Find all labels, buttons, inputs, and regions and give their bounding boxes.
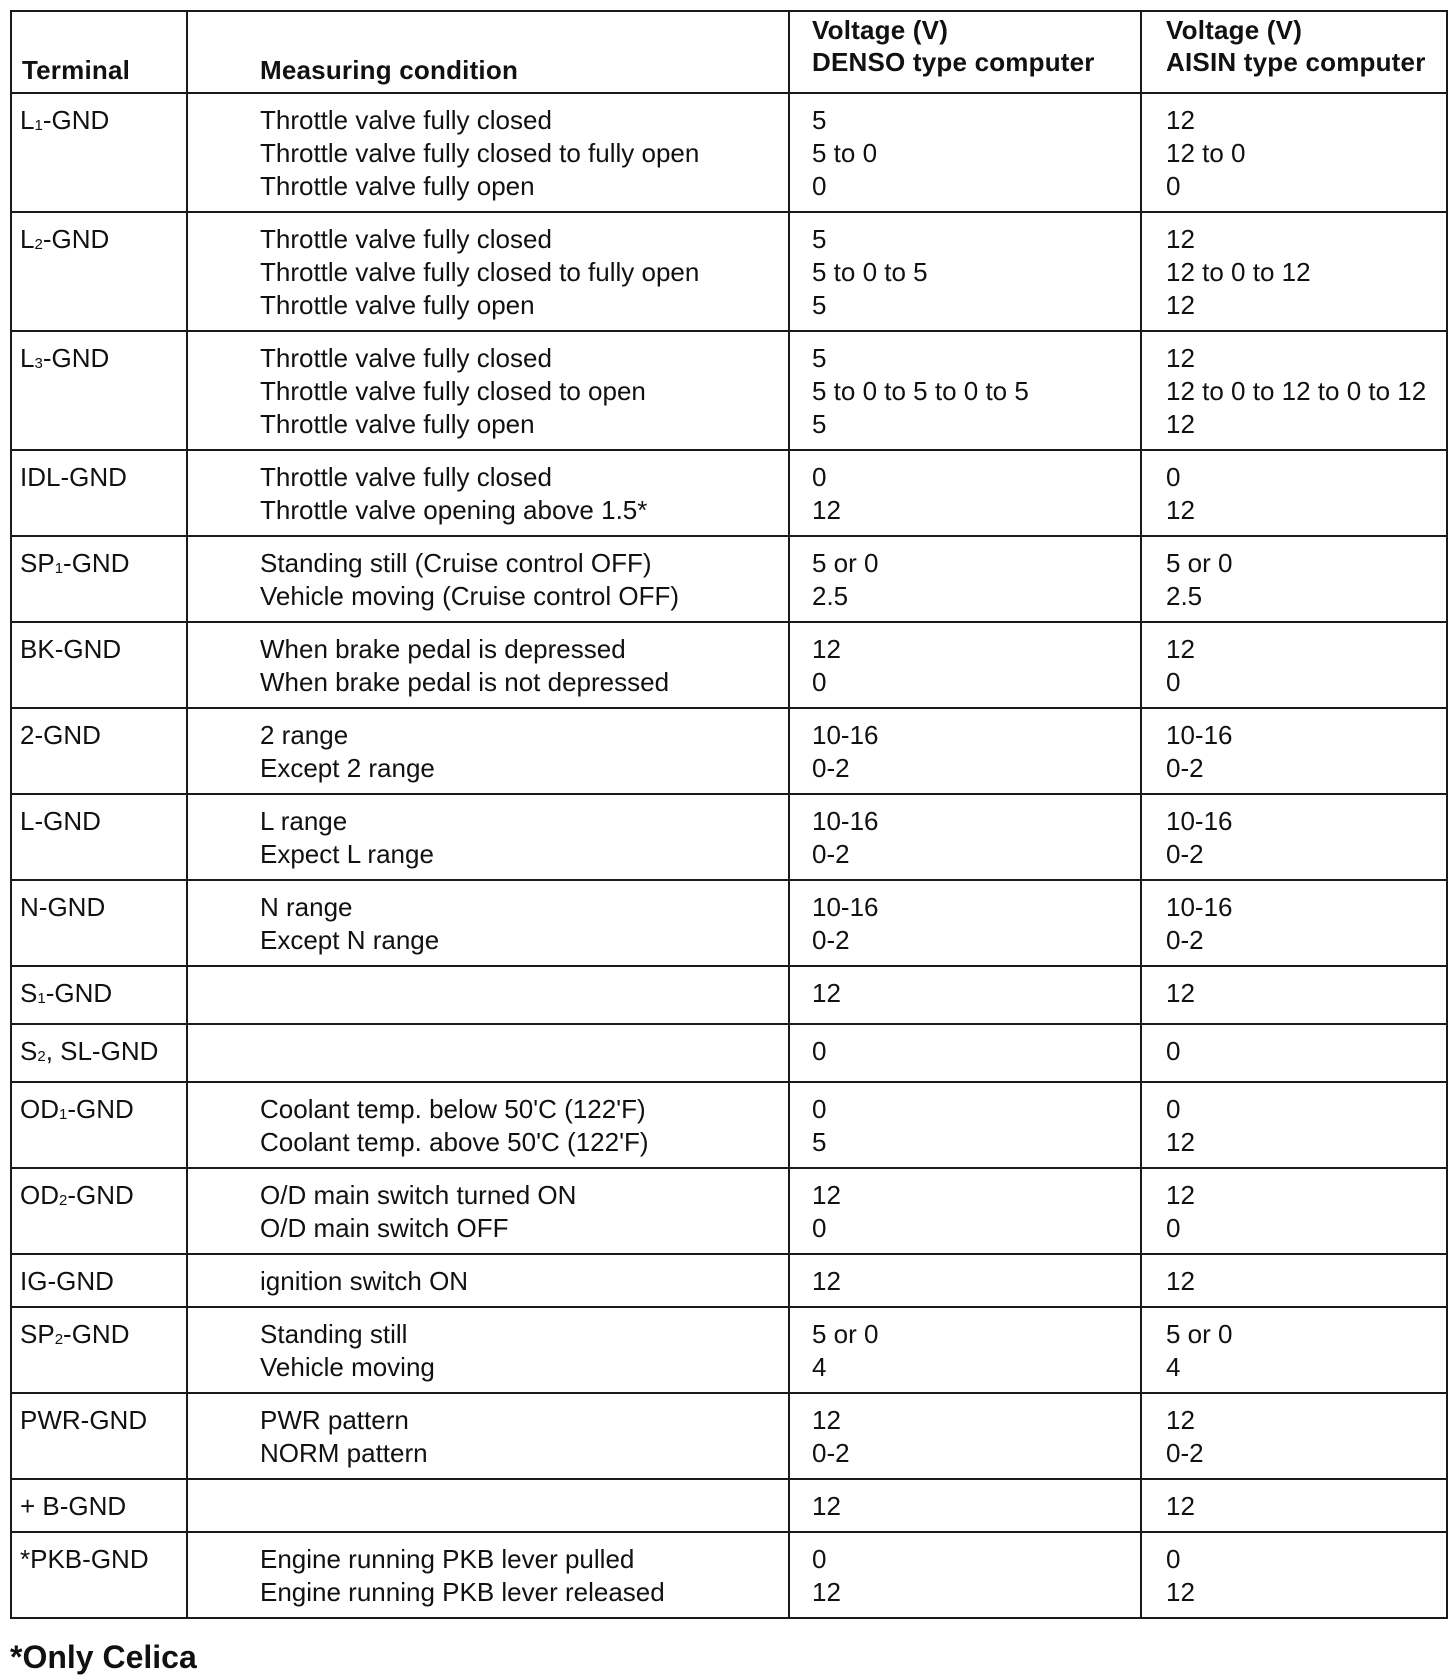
aisin-voltage-cell [1141,1479,1447,1532]
terminal-suffix: , SL-GND [45,1036,159,1066]
condition-line: Engine running PKB lever pulled [260,1544,635,1574]
table-row [11,331,1447,450]
terminal-subscript: 1 [54,560,64,577]
aisin-voltage-value: 12 [1166,1577,1195,1607]
condition-cell [187,1024,789,1082]
terminal-suffix: -GND [54,634,122,664]
terminal-suffix: -GND [38,892,106,922]
table-row [11,536,1447,622]
terminal-suffix: -GND [59,1491,127,1521]
header-terminal [11,11,187,93]
denso-voltage-cell [789,1307,1141,1393]
terminal-name: IDL [20,462,61,492]
denso-voltage-value: 5 [812,290,827,320]
header-aisin [1141,11,1447,93]
table-row [11,212,1447,331]
denso-voltage-value: 12 [812,1405,841,1435]
aisin-voltage-value: 12 [1166,290,1195,320]
aisin-voltage-value: 10-16 [1166,892,1233,922]
terminal-subscript: 1 [37,990,46,1007]
table-row [11,1168,1447,1254]
condition-line: Throttle valve fully open [260,171,535,201]
terminal-name: S [20,978,38,1008]
aisin-voltage-value: 0 [1166,1213,1181,1243]
aisin-voltage-value: 0-2 [1166,925,1204,955]
denso-voltage-value: 12 [812,495,841,525]
terminal-cell [11,1168,187,1254]
condition-cell [187,1307,789,1393]
condition-cell [187,1082,789,1168]
terminal-name: *PKB [20,1544,83,1574]
condition-line: Standing still [260,1319,408,1349]
condition-cell [187,1393,789,1479]
terminal-suffix: -GND [47,1266,114,1296]
terminal-label [20,1093,186,1131]
denso-voltage-value: 0 [812,462,827,492]
denso-voltage-value: 0 [812,1544,827,1574]
aisin-voltage-cell [1141,450,1447,536]
aisin-voltage-cell [1141,1082,1447,1168]
denso-voltage-value: 5 to 0 to 5 [812,257,928,287]
aisin-voltage-value: 10-16 [1166,806,1233,836]
terminal-label [20,1543,186,1576]
aisin-voltage-cell [1141,1393,1447,1479]
aisin-voltage-cell [1141,1168,1447,1254]
aisin-voltage-value: 12 [1166,1491,1195,1521]
aisin-voltage-value: 12 [1166,978,1195,1008]
aisin-voltage-value: 12 [1166,224,1195,254]
terminal-cell [11,622,187,708]
condition-line: Throttle valve fully closed [260,105,552,135]
terminal-subscript: 3 [34,355,43,372]
condition-line: When brake pedal is depressed [260,634,626,664]
condition-line: Except N range [260,925,440,955]
aisin-voltage-value: 5 or 0 [1166,1319,1233,1349]
condition-line: Throttle valve fully open [260,290,535,320]
denso-voltage-cell [789,880,1141,966]
terminal-suffix: -GND [42,105,110,135]
condition-cell [187,212,789,331]
condition-cell [187,331,789,450]
condition-line: O/D main switch turned ON [260,1180,577,1210]
table-row [11,93,1447,212]
aisin-voltage-cell [1141,794,1447,880]
header-condition [187,11,789,93]
aisin-voltage-value: 12 [1166,634,1195,664]
table-row [11,880,1447,966]
aisin-voltage-value: 0 [1166,171,1181,201]
aisin-voltage-value: 0 [1166,1036,1181,1066]
aisin-voltage-cell [1141,880,1447,966]
condition-line: L range [260,806,348,836]
condition-line: Engine running PKB lever released [260,1577,665,1607]
table-row [11,1532,1447,1618]
terminal-name: IG [20,1266,48,1296]
aisin-voltage-value: 12 [1166,495,1195,525]
aisin-voltage-value: 12 to 0 to 12 to 0 to 12 [1166,376,1427,406]
denso-voltage-cell [789,1254,1141,1307]
denso-voltage-value: 0 [812,171,827,201]
terminal-label [20,342,186,380]
denso-voltage-value: 2.5 [812,581,849,611]
denso-voltage-cell [789,331,1141,450]
terminal-cell [11,1254,187,1307]
terminal-name: PWR [20,1405,81,1435]
condition-cell [187,536,789,622]
terminal-voltage-table [10,10,1448,1619]
terminal-label [20,547,186,585]
terminal-cell [11,966,187,1024]
denso-voltage-cell [789,93,1141,212]
terminal-label [20,891,186,924]
table-header-row [11,11,1447,93]
aisin-voltage-cell [1141,1024,1447,1082]
terminal-suffix: -GND [60,462,127,492]
denso-voltage-cell [789,1393,1141,1479]
condition-line: Vehicle moving (Cruise control OFF) [260,581,680,611]
terminal-name: L [20,343,35,373]
terminal-cell [11,1307,187,1393]
aisin-voltage-cell [1141,212,1447,331]
aisin-voltage-cell [1141,93,1447,212]
header-aisin-type: AISIN type computer [1166,47,1426,77]
terminal-suffix: -GND [67,1180,134,1210]
denso-voltage-cell [789,1168,1141,1254]
denso-voltage-cell [789,450,1141,536]
terminal-name: N [20,892,39,922]
denso-voltage-cell [789,622,1141,708]
terminal-label [20,1318,186,1356]
terminal-cell [11,1082,187,1168]
aisin-voltage-value: 0 [1166,667,1181,697]
denso-voltage-value: 0-2 [812,753,850,783]
denso-voltage-value: 5 [812,409,827,439]
denso-voltage-value: 12 [812,1491,841,1521]
aisin-voltage-value: 5 or 0 [1166,548,1233,578]
aisin-voltage-value: 10-16 [1166,720,1233,750]
denso-voltage-cell [789,212,1141,331]
condition-line: Throttle valve fully closed [260,343,552,373]
terminal-cell [11,93,187,212]
denso-voltage-cell [789,966,1141,1024]
condition-line: Coolant temp. below 50'C (122'F) [260,1094,646,1124]
aisin-voltage-value: 12 to 0 to 12 [1166,257,1311,287]
terminal-suffix: -GND [34,806,101,836]
terminal-cell [11,1532,187,1618]
condition-line: Vehicle moving [260,1352,435,1382]
condition-cell [187,708,789,794]
condition-line: When brake pedal is not depressed [260,667,670,697]
denso-voltage-value: 10-16 [812,892,879,922]
denso-voltage-value: 0-2 [812,925,850,955]
table-body [11,93,1447,1618]
aisin-voltage-value: 12 to 0 [1166,138,1246,168]
aisin-voltage-value: 0-2 [1166,753,1204,783]
spec-sheet [10,10,1446,1619]
denso-voltage-value: 0 [812,1036,827,1066]
terminal-subscript: 1 [59,1106,68,1123]
condition-cell [187,1532,789,1618]
aisin-voltage-cell [1141,1254,1447,1307]
terminal-cell [11,450,187,536]
terminal-label [20,1035,186,1073]
table-row [11,794,1447,880]
condition-cell [187,622,789,708]
aisin-voltage-value: 0 [1166,1094,1181,1124]
condition-line: Standing still (Cruise control OFF) [260,548,652,578]
condition-line: Throttle valve fully closed to fully open [260,138,700,168]
denso-voltage-value: 5 [812,343,827,373]
footnote: *Only Celica [10,1639,197,1675]
terminal-name: L [20,806,35,836]
table-row [11,966,1447,1024]
denso-voltage-cell [789,536,1141,622]
aisin-voltage-value: 0-2 [1166,839,1204,869]
condition-line: Throttle valve fully closed to open [260,376,646,406]
terminal-name: SP [20,1319,55,1349]
terminal-suffix: -GND [80,1405,148,1435]
terminal-subscript: 2 [34,236,43,253]
terminal-label [20,977,186,1015]
denso-voltage-value: 0-2 [812,1438,850,1468]
aisin-voltage-value: 12 [1166,409,1195,439]
condition-cell [187,1168,789,1254]
terminal-suffix: -GND [42,224,110,254]
condition-cell [187,1254,789,1307]
terminal-cell [11,880,187,966]
denso-voltage-value: 5 [812,1127,827,1157]
table-row [11,1393,1447,1479]
header-denso [789,11,1141,93]
condition-line: PWR pattern [260,1405,409,1435]
condition-line: Throttle valve opening above 1.5* [260,495,648,525]
table-row [11,1254,1447,1307]
terminal-label [20,223,186,261]
condition-line: Throttle valve fully open [260,409,535,439]
aisin-voltage-cell [1141,966,1447,1024]
condition-cell [187,794,789,880]
denso-voltage-value: 5 or 0 [812,1319,879,1349]
aisin-voltage-value: 12 [1166,343,1195,373]
condition-cell [187,1479,789,1532]
header-aisin-voltage: Voltage (V) [1166,15,1303,45]
terminal-name: L [20,105,35,135]
terminal-name: S [20,1036,38,1066]
denso-voltage-value: 12 [812,1266,841,1296]
aisin-voltage-cell [1141,622,1447,708]
table-row [11,1479,1447,1532]
aisin-voltage-value: 0 [1166,1544,1181,1574]
terminal-name: L [20,224,35,254]
denso-voltage-cell [789,1082,1141,1168]
condition-line: Coolant temp. above 50'C (122'F) [260,1127,649,1157]
terminal-subscript: 2 [54,1331,64,1348]
aisin-voltage-value: 12 [1166,1405,1195,1435]
table-row [11,1082,1447,1168]
denso-voltage-cell [789,1024,1141,1082]
header-denso-voltage: Voltage (V) [812,15,949,45]
terminal-cell [11,536,187,622]
denso-voltage-value: 5 or 0 [812,548,879,578]
aisin-voltage-cell [1141,536,1447,622]
aisin-voltage-value: 12 [1166,1180,1195,1210]
aisin-voltage-value: 2.5 [1166,581,1203,611]
terminal-label [20,719,186,752]
terminal-subscript: 2 [37,1048,46,1065]
condition-cell [187,966,789,1024]
terminal-suffix: -GND [34,720,101,750]
header-terminal-label: Terminal [22,55,131,85]
terminal-label [20,1265,186,1298]
table-row [11,450,1447,536]
terminal-cell [11,1393,187,1479]
condition-line: Except 2 range [260,753,435,783]
terminal-name: OD [20,1094,59,1124]
terminal-name: + B [20,1491,60,1521]
denso-voltage-cell [789,1532,1141,1618]
header-condition-label: Measuring condition [260,55,519,85]
terminal-suffix: -GND [45,978,113,1008]
aisin-voltage-value: 12 [1166,1127,1195,1157]
terminal-suffix: -GND [82,1544,149,1574]
terminal-label [20,104,186,142]
terminal-label [20,461,186,494]
aisin-voltage-cell [1141,1532,1447,1618]
terminal-subscript: 2 [59,1192,68,1209]
denso-voltage-value: 5 to 0 to 5 to 0 to 5 [812,376,1029,406]
denso-voltage-value: 4 [812,1352,827,1382]
terminal-suffix: -GND [67,1094,134,1124]
condition-line: Expect L range [260,839,434,869]
denso-voltage-cell [789,708,1141,794]
aisin-voltage-value: 4 [1166,1352,1181,1382]
denso-voltage-value: 12 [812,978,841,1008]
terminal-label [20,1490,186,1523]
table-row [11,1024,1447,1082]
aisin-voltage-value: 0 [1166,462,1181,492]
denso-voltage-cell [789,794,1141,880]
terminal-name: OD [20,1180,59,1210]
denso-voltage-value: 5 [812,224,827,254]
denso-voltage-value: 5 [812,105,827,135]
condition-line: O/D main switch OFF [260,1213,509,1243]
terminal-name: SP [20,548,55,578]
table-row [11,708,1447,794]
terminal-cell [11,1479,187,1532]
denso-voltage-value: 12 [812,634,841,664]
denso-voltage-value: 0 [812,667,827,697]
condition-line: 2 range [260,720,349,750]
terminal-cell [11,331,187,450]
terminal-suffix: -GND [42,343,110,373]
denso-voltage-value: 12 [812,1577,841,1607]
condition-cell [187,880,789,966]
condition-line: NORM pattern [260,1438,428,1468]
condition-cell [187,93,789,212]
denso-voltage-value: 0-2 [812,839,850,869]
terminal-subscript: 1 [34,117,43,134]
terminal-name: 2 [20,720,35,750]
denso-voltage-value: 0 [812,1094,827,1124]
condition-line: N range [260,892,353,922]
terminal-suffix: -GND [63,548,130,578]
terminal-label [20,633,186,666]
terminal-label [20,805,186,838]
denso-voltage-value: 5 to 0 [812,138,878,168]
condition-line: Throttle valve fully closed to fully open [260,257,700,287]
table-row [11,1307,1447,1393]
condition-line: ignition switch ON [260,1266,469,1296]
table-row [11,622,1447,708]
denso-voltage-value: 0 [812,1213,827,1243]
terminal-name: BK [20,634,55,664]
terminal-cell [11,708,187,794]
aisin-voltage-cell [1141,1307,1447,1393]
aisin-voltage-cell [1141,331,1447,450]
aisin-voltage-value: 0-2 [1166,1438,1204,1468]
header-denso-type: DENSO type computer [812,47,1095,77]
condition-line: Throttle valve fully closed [260,462,552,492]
terminal-label [20,1179,186,1217]
terminal-label [20,1404,186,1437]
terminal-cell [11,212,187,331]
aisin-voltage-value: 12 [1166,105,1195,135]
terminal-cell [11,794,187,880]
aisin-voltage-value: 12 [1166,1266,1195,1296]
denso-voltage-value: 10-16 [812,720,879,750]
terminal-suffix: -GND [63,1319,130,1349]
denso-voltage-cell [789,1479,1141,1532]
denso-voltage-value: 12 [812,1180,841,1210]
condition-cell [187,450,789,536]
terminal-cell [11,1024,187,1082]
condition-line: Throttle valve fully closed [260,224,552,254]
aisin-voltage-cell [1141,708,1447,794]
denso-voltage-value: 10-16 [812,806,879,836]
